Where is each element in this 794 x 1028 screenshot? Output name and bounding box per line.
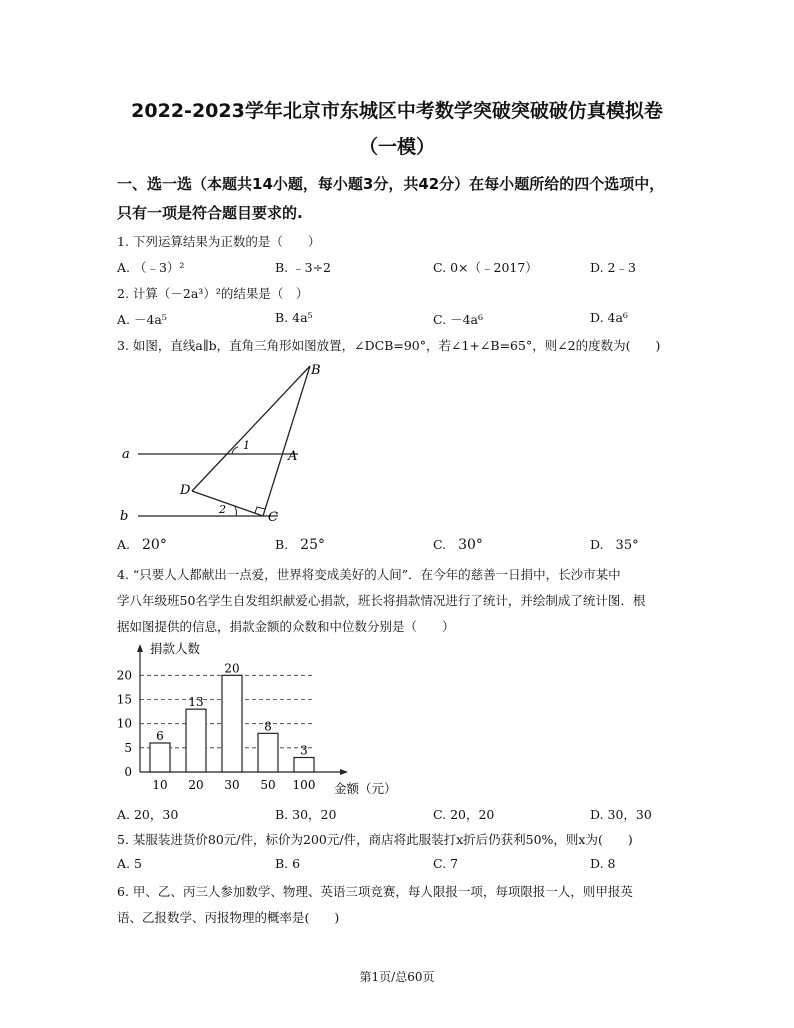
q4-option-a: A. 20，30 <box>117 807 179 822</box>
bar-value-label: 8 <box>264 719 272 734</box>
label-A: A <box>288 449 298 464</box>
y-tick-label: 0 <box>124 765 132 779</box>
q5-option-c: C. 7 <box>433 856 459 871</box>
q3-option-b-value: 25° <box>300 537 325 553</box>
bar-value-label: 6 <box>156 729 164 743</box>
q5-option-a: A. 5 <box>117 856 142 871</box>
bar-value-label: 20 <box>224 661 240 676</box>
label-C: C <box>268 510 278 525</box>
label-angle-2: 2 <box>219 503 226 516</box>
question-4-stem-line3: 据如图提供的信息，捐款金额的众数和中位数分别是（ ） <box>117 619 455 634</box>
q1-option-a: A. （﹣3）² <box>117 260 185 275</box>
bar <box>294 758 314 773</box>
q1-option-d: D. 2﹣3 <box>590 260 636 275</box>
bar <box>186 709 206 772</box>
q2-option-b: B. 4a⁵ <box>275 310 313 325</box>
q4-option-b: B. 30，20 <box>275 807 337 822</box>
q3-option-c-letter: C. <box>433 537 447 552</box>
q3-option-b <box>275 537 325 553</box>
q5-option-d: D. 8 <box>590 856 616 871</box>
q4-option-d: D. 30，30 <box>590 807 652 822</box>
q2-option-a: A. －4a⁵ <box>117 312 167 327</box>
q1-option-c: C. 0×（﹣2017） <box>433 260 538 275</box>
q3-option-d-letter: D. <box>590 537 604 552</box>
x-axis-title: 金额（元） <box>334 781 397 796</box>
question-6-stem-line2: 语、乙报数学、丙报物理的概率是( ) <box>117 910 340 925</box>
y-axis-arrow <box>137 644 143 652</box>
label-a: a <box>122 447 130 462</box>
y-tick-label: 15 <box>116 692 132 707</box>
q3-option-a <box>117 537 167 553</box>
q4-option-c: C. 20，20 <box>433 807 495 822</box>
section-heading: 一、选一选（本题共14小题，每小题3分，共42分）在每小题所给的四个选项中， <box>117 175 665 193</box>
q3-option-c <box>433 537 483 553</box>
label-angle-1: 1 <box>243 439 250 452</box>
x-tick-label: 30 <box>224 778 240 792</box>
q3-option-a-letter: A. <box>117 537 131 552</box>
q3-option-d <box>590 537 639 553</box>
question-2-stem: 2. 计算（－2a³）²的结果是（ ） <box>117 286 309 301</box>
x-tick-label: 10 <box>152 778 168 792</box>
q3-option-d-value: 35° <box>615 538 639 553</box>
bar-value-label: 13 <box>188 695 204 710</box>
question-4-stem-line2: 学八年级班50名学生自发组织献爱心捐款，班长将捐款情况进行了统计，并绘制成了统计图．根 <box>117 593 646 608</box>
y-axis-title: 捐款人数 <box>150 641 201 656</box>
y-tick-label: 20 <box>116 668 132 683</box>
q2-option-c: C. －4a⁶ <box>433 312 483 327</box>
y-tick-label: 10 <box>116 716 132 731</box>
bar <box>150 743 170 772</box>
q3-option-c-value: 30° <box>458 537 483 553</box>
bar <box>222 675 242 772</box>
question-6-stem-line1: 6. 甲、乙、丙三人参加数学、物理、英语三项竞赛，每人限报一项，每项限报一人，则甲报英 <box>117 884 633 899</box>
side-BC <box>263 366 310 516</box>
q3-geometry-figure <box>110 358 350 528</box>
paper-subtitle: （一模） <box>358 136 435 158</box>
question-3-stem: 3. 如图，直线a∥b，直角三角形如图放置，∠DCB=90°，若∠1+∠B=65°，则∠2的度数为( ) <box>117 338 661 353</box>
q3-option-b-letter: B. <box>275 537 289 552</box>
side-DC <box>192 491 263 516</box>
label-b: b <box>120 509 129 524</box>
q1-option-b: B. ﹣3÷2 <box>275 260 332 275</box>
q5-option-b: B. 6 <box>275 856 301 871</box>
q3-option-a-value: 20° <box>142 537 167 553</box>
x-tick-label: 50 <box>260 778 276 792</box>
x-axis-arrow <box>340 769 348 775</box>
question-5-stem: 5. 某服装进货价80元/件，标价为200元/件，商店将此服装打x折后仍获利50%，则x为( ) <box>117 832 633 847</box>
x-tick-label: 100 <box>292 778 316 792</box>
angle-2-arc <box>235 507 236 516</box>
section-heading-cont: 只有一项是符合题目要求的. <box>117 204 303 222</box>
label-D: D <box>180 483 191 498</box>
x-tick-label: 20 <box>188 778 204 792</box>
y-tick-label: 5 <box>124 740 132 755</box>
right-angle-mark <box>255 507 265 513</box>
question-4-stem-line1: 4. “只要人人都献出一点爱，世界将变成美好的人间”．在今年的慈善一日捐中，长沙市某中 <box>117 567 621 582</box>
bar <box>258 733 278 772</box>
q2-option-d: D. 4a⁶ <box>590 310 628 325</box>
donation-bar-chart <box>110 636 410 801</box>
page-footer: 第1页/总60页 <box>359 970 435 984</box>
label-B: B <box>311 363 321 378</box>
bar-value-label: 3 <box>300 743 308 758</box>
question-1-stem: 1. 下列运算结果为正数的是（ ） <box>117 234 321 249</box>
paper-title: 2022-2023学年北京市东城区中考数学突破突破破仿真模拟卷 <box>131 100 663 122</box>
side-DB <box>192 366 310 491</box>
